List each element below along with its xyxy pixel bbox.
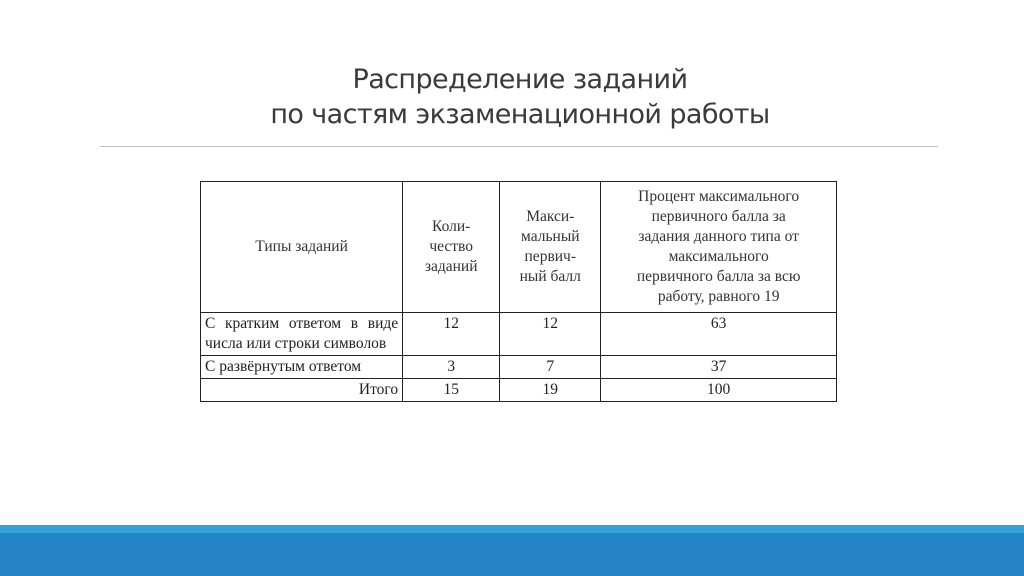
- cell-percent: 37: [601, 356, 837, 379]
- footer-accent-bar-dark: [0, 533, 1024, 576]
- header-max-primary-score: Макси- мальный первич- ный балл: [500, 182, 601, 313]
- title-line-1: Распределение заданий: [352, 64, 688, 95]
- cell-percent: 63: [601, 313, 837, 356]
- cell-task-count: 3: [403, 356, 500, 379]
- table-header-row: [201, 182, 837, 313]
- cell-total-score: 19: [500, 379, 601, 402]
- task-distribution-table: [200, 181, 837, 402]
- header-task-types: Типы заданий: [201, 182, 403, 313]
- header-percent: Процент максимального первичного балла за задания данного типа от максимального первичного балла за всю работу, равного 19: [601, 182, 837, 313]
- table-total-row: [201, 379, 837, 402]
- title-line-2: по частям экзаменационной работы: [270, 99, 770, 130]
- cell-task-type: С развёрнутым ответом: [201, 356, 403, 379]
- cell-max-score: 12: [500, 313, 601, 356]
- table-row: [201, 356, 837, 379]
- cell-max-score: 7: [500, 356, 601, 379]
- table-row: [201, 313, 837, 356]
- cell-task-count: 12: [403, 313, 500, 356]
- cell-total-count: 15: [403, 379, 500, 402]
- footer-accent-bar-light: [0, 525, 1024, 533]
- cell-total-percent: 100: [601, 379, 837, 402]
- header-task-count: Коли- чество заданий: [403, 182, 500, 313]
- cell-task-type: С кратким ответом в виде числа или строки символов: [201, 313, 403, 356]
- slide-title: [100, 62, 940, 132]
- title-divider: [100, 146, 938, 147]
- cell-total-label: Итого: [201, 379, 403, 402]
